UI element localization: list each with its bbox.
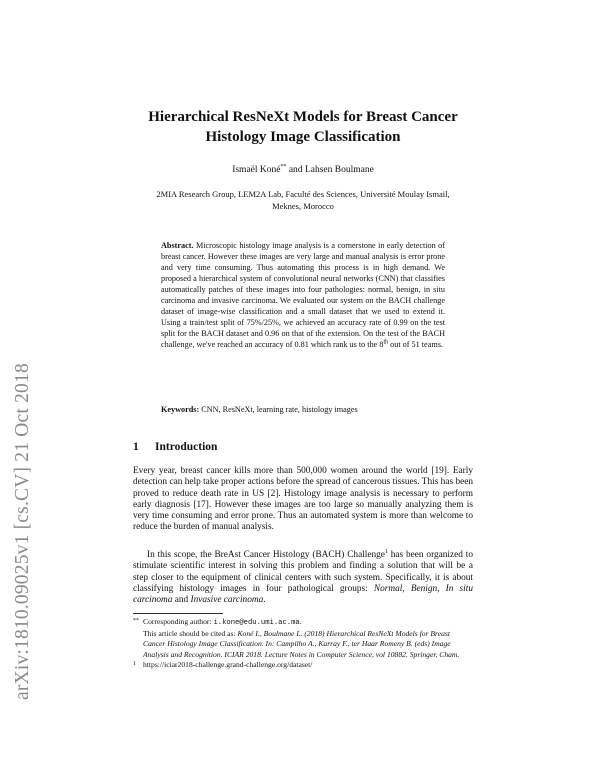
- author-list: [133, 165, 473, 175]
- author-mark: **: [280, 163, 287, 170]
- keywords-label: Keywords:: [161, 405, 200, 414]
- footnote-rule: [133, 613, 223, 614]
- citation-text: Koné I., Boulmane L. (2018) Hierarchical ResNeXt Models for Breast Cancer Histology Image Classification. In: Campilho A., Karray F., ter Haar Romeny B. (eds) Image Analysis and Recognition. ICIAR 2018. Lecture Notes in Computer Science, vol 10882. Springer, Cham.: [143, 628, 460, 659]
- footnote-url: [133, 660, 473, 671]
- abstract-text-end: out of 51 teams.: [388, 340, 443, 349]
- affiliation: [133, 188, 473, 212]
- abstract-superscript: th: [383, 339, 389, 346]
- abstract: [161, 240, 445, 350]
- separator: ,: [402, 583, 411, 594]
- author-name: Ismaël Koné: [232, 165, 281, 175]
- footnote-label: Corresponding author:: [143, 617, 214, 626]
- class-normal: Normal: [373, 583, 403, 594]
- paragraph-text: has been organized to stimulate scientific interest in solving this problem and finding a solution that will be a step closer to the equipment of clinical centers with such system. Specifically, it is about classifying histology images in four pathological groups:: [133, 550, 473, 594]
- author-name: Lahsen Boulmane: [304, 165, 374, 175]
- keywords: [161, 405, 445, 414]
- class-in-situ: In situ carcinoma: [133, 583, 473, 606]
- separator: and: [172, 595, 191, 606]
- separator: ,: [437, 583, 446, 594]
- arxiv-identifier: arXiv:1810.09025v1 [cs.CV] 21 Oct 2018: [12, 363, 33, 700]
- email-link[interactable]: i.kone@edu.umi.ac.ma: [213, 619, 300, 627]
- class-invasive: Invasive carcinoma: [190, 595, 264, 606]
- footnote-punct: .: [299, 617, 302, 626]
- abstract-label: Abstract.: [161, 241, 194, 250]
- dataset-link[interactable]: https://iciar2018-challenge.grand-challenge.org/dataset/: [143, 660, 313, 669]
- paragraph-text: In this scope, the BreAst Cancer Histology (BACH) Challenge: [147, 550, 385, 560]
- footnote-mark: 1: [133, 661, 136, 667]
- intro-paragraph-1: Every year, breast cancer kills more than 500,000 women around the world [19]. Early detection can help take proper actions before the spread of cancerous tissues. This has been proved to reduce death rate in US [2]. Histology image analysis is necessary to perform early diagnosis [17]. However these images are too large so manually analyzing them is very time consuming and error prone. Thus an automated system is more than welcome to reduce the burden of manual analysis.: [133, 466, 473, 533]
- title-line-2: Histology Image Classification: [205, 129, 401, 145]
- title-line-1: Hierarchical ResNeXt Models for Breast Cancer: [148, 109, 458, 125]
- author-conjunction: and: [286, 165, 305, 175]
- affiliation-line: Meknes, Morocco: [272, 201, 334, 211]
- affiliation-line: 2MIA Research Group, LEM2A Lab, Faculté des Sciences, Université Moulay Ismail,: [156, 189, 450, 199]
- footnotes: [133, 617, 473, 671]
- abstract-text: Microscopic histology image analysis is a cornerstone in early detection of breast cancer. However these images are very large and manual analysis is error prone and very time consuming. Thus automating this process is in high demand. We proposed a hierarchical system of convolutional neural networks (CNN) that classifies automatically patches of these images into four pathologies: normal, benign, in situ carcinoma and invasive carcinoma. We evaluated our system on the BACH challenge dataset of image-wise classification and a small dataset that we used to extend it. Using a train/test split of 75%/25%, we achieved an accuracy rate of 0.99 on the test split for the BACH dataset and 0.96 on that of the extension. On the test of the BACH challenge, we've reached an accuracy of 0.81 which rank us to the 8: [161, 241, 445, 349]
- footnote-ref: 1: [384, 548, 388, 555]
- keywords-text: CNN, ResNeXt, learning rate, histology images: [199, 405, 358, 414]
- section-number: 1: [133, 441, 139, 453]
- separator: .: [263, 595, 266, 606]
- section-title: Introduction: [155, 441, 218, 453]
- intro-paragraph-2: [133, 550, 473, 606]
- section-heading: [133, 441, 217, 453]
- class-benign: Benign: [410, 583, 438, 594]
- citation-prefix: This article should be cited as:: [143, 628, 238, 638]
- footnote-corresponding: [133, 617, 473, 660]
- footnote-mark: **: [133, 618, 139, 624]
- paper-title: [133, 107, 473, 147]
